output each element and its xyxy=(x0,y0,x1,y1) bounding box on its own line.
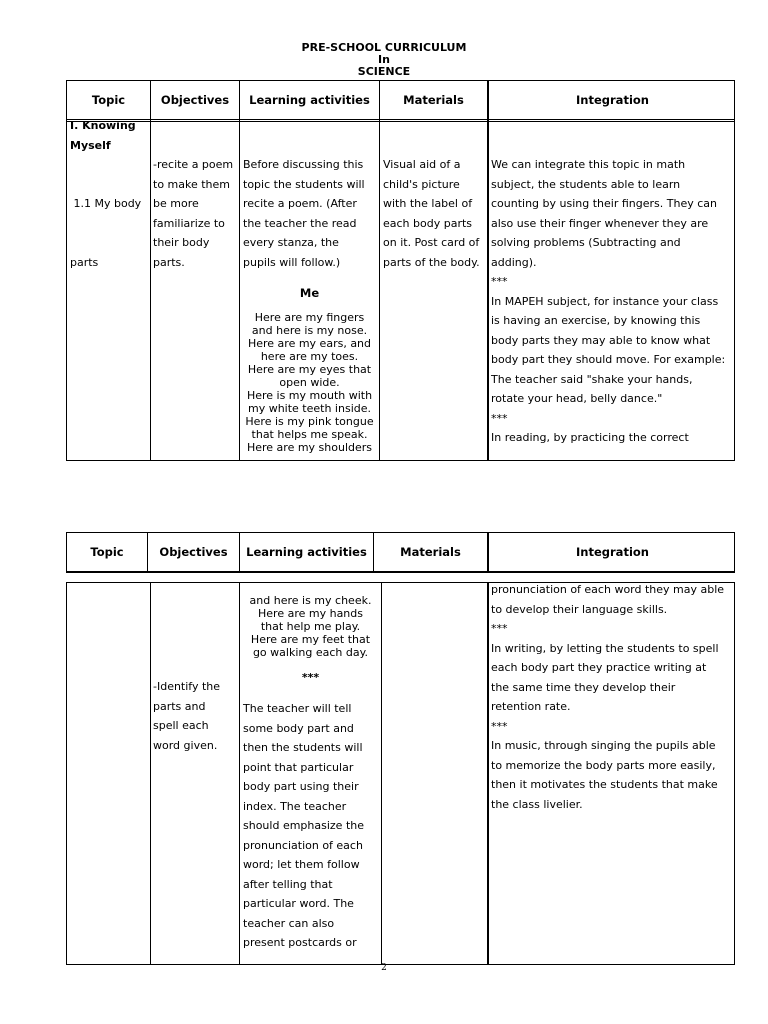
header-materials: Materials xyxy=(400,545,461,559)
document-title-line-1: PRE-SCHOOL CURRICULUM xyxy=(301,41,467,54)
header-integration: Integration xyxy=(576,545,649,559)
integration-cell: pronunciation of each word they may able to develop their language skills. *** In writing, by letting the students to spell each body part they practice writing at the same time they develop their retention rate. *** In music, through singing the pupils able to memorize the body parts more easily, then it motivates the students that make the class livelier. xyxy=(491,583,725,811)
poem-title: Me xyxy=(299,286,320,300)
poem-text: Here are my fingers and here is my nose. Here are my ears, and here are my toes. Here are my eyes that open wide. Here is my mouth with my white teeth inside. Here is my pink tongue that helps me speak. Here are my shoulders xyxy=(245,311,374,454)
header-materials: Materials xyxy=(403,93,464,107)
poem-separator: *** xyxy=(301,671,320,684)
materials-cell: Visual aid of a child's picture with the label of each body parts on it. Post card of parts of the body. xyxy=(383,158,480,269)
header-learning-activities: Learning activities xyxy=(249,93,370,107)
document-title-line-2: In xyxy=(378,53,390,66)
curriculum-table-1 xyxy=(66,80,735,461)
curriculum-table-2-body xyxy=(66,582,735,965)
header-topic: Topic xyxy=(91,93,126,107)
objectives-cell: -recite a poem to make them be more familiarize to their body parts. xyxy=(153,158,234,269)
page-number: 2 xyxy=(381,963,387,973)
header-learning-activities: Learning activities xyxy=(246,545,367,559)
document-title-line-3: SCIENCE xyxy=(357,65,411,78)
activities-cell: The teacher will tell some body part and then the students will point that particular body part using their index. The teacher should emphasize the pronunciation of each word; let them follow after telling that particular word. The teacher can also present postcards or xyxy=(243,702,364,949)
objectives-cell: -Identify the parts and spell each word given. xyxy=(153,680,221,752)
topic-subheading: 1.1 My body parts xyxy=(70,197,142,269)
topic-heading: I. Knowing Myself xyxy=(70,119,136,152)
activities-cell: Before discussing this topic the students will recite a poem. (After the teacher the read every stanza, the pupils will follow.) xyxy=(243,158,365,269)
curriculum-table-2-header xyxy=(66,532,735,573)
integration-cell: We can integrate this topic in math subject, the students able to learn counting by using their fingers. They can also use their finger whenever they are solving problems (Subtracting and adding). *** In MAPEH subject, for instance your class is having an exercise, by knowing this body parts they may able to know what body part they should move. For example: The teacher said "shake your hands, rotate your head, belly dance." *** In reading, by practicing the correct xyxy=(491,158,726,444)
header-objectives: Objectives xyxy=(159,545,228,559)
header-integration: Integration xyxy=(576,93,649,107)
poem-continued: and here is my cheek. Here are my hands that help me play. Here are my feet that go walking each day. xyxy=(249,594,372,659)
header-topic: Topic xyxy=(90,545,124,559)
header-objectives: Objectives xyxy=(160,93,230,107)
